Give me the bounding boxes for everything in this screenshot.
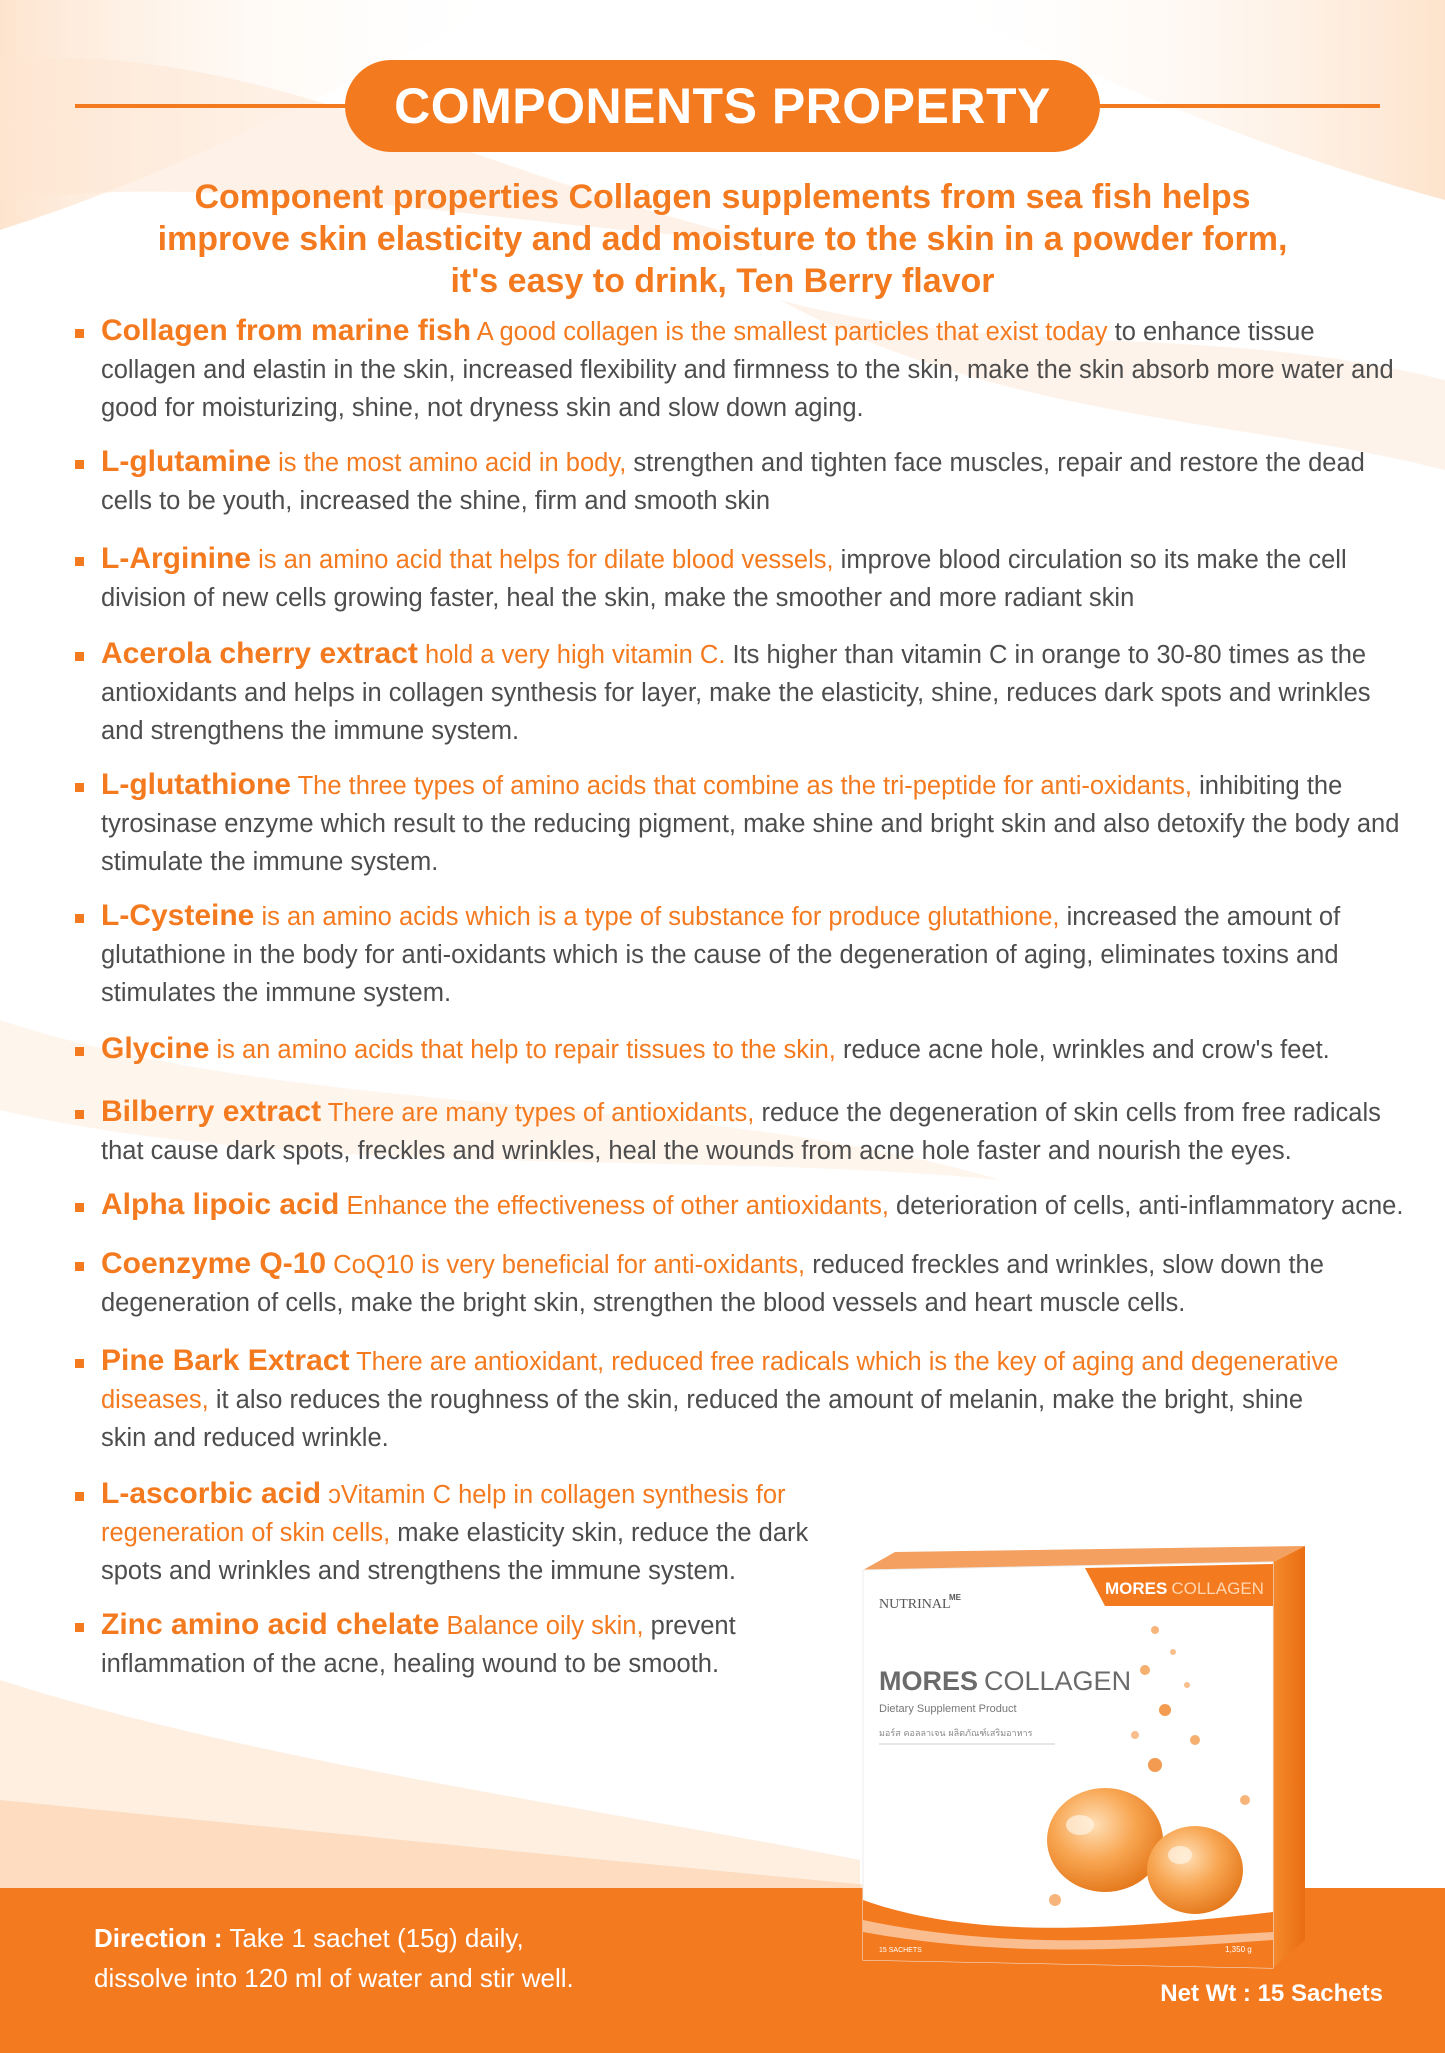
intro-line: improve skin elasticity and add moisture to the skin in a powder form, [157, 220, 1288, 258]
component-name: L-ascorbic acid [101, 1477, 322, 1510]
component-name: Zinc amino acid chelate [101, 1608, 440, 1641]
component-highlight: CoQ10 is very beneficial for anti-oxidants, [326, 1251, 806, 1279]
box-product-name [879, 1666, 1131, 1696]
bullet-icon [75, 329, 84, 338]
header-divider-right [1090, 104, 1380, 108]
box-subtitle: Dietary Supplement Product [879, 1703, 1017, 1715]
direction-label: Direction : [94, 1923, 223, 1953]
component-description: it also reduces the roughness of the skin, reduced the amount of melanin, make the bright, shine skin and reduced wrinkle. [101, 1386, 1304, 1452]
list-item [75, 897, 1415, 1012]
component-description: deterioration of cells, anti-inflammatory acne. [888, 1192, 1404, 1220]
component-name: Alpha lipoic acid [101, 1188, 340, 1221]
net-weight: Net Wt : 15 Sachets [1160, 1980, 1383, 2007]
product-box-image [855, 1540, 1315, 1972]
intro-text [80, 176, 1365, 302]
bullet-icon [75, 783, 84, 792]
box-product-name-suffix: COLLAGEN [984, 1666, 1132, 1696]
component-name: Coenzyme Q-10 [101, 1247, 327, 1280]
component-name: Glycine [101, 1032, 210, 1065]
component-highlight: The three types of amino acids that combine as the tri-peptide for anti-oxidants, [290, 772, 1192, 800]
direction-line: Take 1 sachet (15g) daily, [222, 1923, 524, 1953]
box-badge-suffix: COLLAGEN [1171, 1579, 1264, 1598]
box-badge [1105, 1579, 1264, 1598]
list-item [75, 1186, 1415, 1225]
component-name: L-Cysteine [101, 899, 255, 932]
component-name: Bilberry extract [101, 1095, 322, 1128]
component-description: reduced freckles and wrinkles, slow down the degeneration of cells, make the bright skin, strengthen the blood vessels and heart muscle cells. [101, 1251, 1324, 1317]
list-item [75, 766, 1415, 881]
component-highlight: is an amino acids that help to repair tissues to the skin, [209, 1036, 836, 1064]
bullet-icon [75, 1359, 84, 1368]
list-item [75, 1245, 1415, 1322]
component-highlight: There are antioxidant, reduced free radicals which is the key of aging and degenerative diseases, [101, 1348, 1339, 1414]
list-item [75, 443, 1415, 520]
list-item [75, 1475, 836, 1590]
list-item [75, 1342, 1341, 1457]
component-description: increased the amount of glutathione in the body for anti-oxidants which is the cause of the degeneration of aging, eliminates toxins and stimulates the immune system. [101, 903, 1341, 1007]
bullet-icon [75, 460, 84, 469]
bullet-icon [75, 1492, 84, 1501]
component-name: Pine Bark Extract [101, 1344, 350, 1377]
bullet-icon [75, 1203, 84, 1212]
box-thai-line: มอร์ส คอลลาเจน ผลิตภัณฑ์เสริมอาหาร [879, 1729, 1033, 1739]
list-item [75, 312, 1415, 427]
bullet-icon [75, 1262, 84, 1271]
component-description: prevent inflammation of the acne, healing wound to be smooth. [101, 1612, 736, 1678]
component-description: reduce acne hole, wrinkles and crow's feet. [835, 1036, 1330, 1064]
intro-line: it's easy to drink, Ten Berry flavor [450, 262, 995, 300]
direction-line: dissolve into 120 ml of water and stir well. [94, 1963, 574, 1993]
bullet-icon [75, 1110, 84, 1119]
list-item [75, 635, 1415, 750]
component-highlight: Balance oily skin, [439, 1612, 644, 1640]
component-highlight: is the most amino acid in body, [271, 449, 627, 477]
component-description: reduce the degeneration of skin cells from free radicals that cause dark spots, freckles and wrinkles, heal the wounds from acne hole faster and nourish the eyes. [101, 1099, 1381, 1165]
component-name: L-glutamine [101, 445, 271, 478]
box-weight: 1,350 g [1225, 1945, 1252, 1954]
component-name: Collagen from marine fish [101, 314, 472, 347]
component-description: strengthen and tighten face muscles, repair and restore the dead cells to be youth, increased the shine, firm and smooth skin [101, 449, 1365, 515]
component-highlight: Enhance the effectiveness of other antioxidants, [339, 1192, 889, 1220]
box-brand-mark: ME [949, 1593, 961, 1602]
component-name: L-Arginine [101, 542, 251, 575]
component-description: make elasticity skin, reduce the dark spots and wrinkles and strengthens the immune system. [101, 1519, 809, 1585]
page-title: COMPONENTS PROPERTY [345, 60, 1100, 152]
component-highlight: There are many types of antioxidants, [321, 1099, 755, 1127]
list-item [75, 1606, 836, 1683]
direction-text [94, 1918, 574, 1998]
box-brand: NUTRINAL [879, 1597, 951, 1612]
component-name: L-glutathione [101, 768, 291, 801]
component-highlight: is an amino acid that helps for dilate blood vessels, [251, 546, 834, 574]
component-name: Acerola cherry extract [101, 637, 418, 670]
bullet-icon [75, 557, 84, 566]
list-item [75, 540, 1415, 617]
component-description: improve blood circulation so its make the cell division of new cells growing faster, heal the skin, make the smoother and more radiant skin [101, 546, 1347, 612]
box-badge-brand: MORES [1105, 1579, 1168, 1598]
component-highlight: is an amino acids which is a type of substance for produce glutathione, [254, 903, 1060, 931]
list-item [75, 1030, 1415, 1069]
list-item [75, 1093, 1415, 1170]
bullet-icon [75, 652, 84, 661]
bullet-icon [75, 914, 84, 923]
box-sachets: 15 SACHETS [879, 1947, 922, 1954]
page-header [0, 60, 1445, 152]
component-highlight: ɔVitamin C help in collagen synthesis for regeneration of skin cells, [101, 1481, 786, 1547]
box-product-name-main: MORES [879, 1666, 979, 1696]
component-highlight: A good collagen is the smallest particles that exist today [471, 318, 1108, 346]
intro-line: Component properties Collagen supplements from sea fish helps [194, 178, 1251, 216]
component-description: to enhance tissue collagen and elastin in the skin, increased flexibility and firmness to the skin, make the skin absorb more water and good for moisturizing, shine, not dryness skin and slow down aging. [101, 318, 1394, 422]
component-highlight: hold a very high vitamin C. [417, 641, 726, 669]
components-list [75, 312, 1415, 1683]
component-description: Its higher than vitamin C in orange to 30-80 times as the antioxidants and helps in collagen synthesis for layer, make the elasticity, shine, reduces dark spots and wrinkles and strengthens the immune system. [101, 641, 1371, 745]
bullet-icon [75, 1047, 84, 1056]
header-divider-left [75, 104, 355, 108]
component-description: inhibiting the tyrosinase enzyme which result to the reducing pigment, make shine and bright skin and also detoxify the body and stimulate the immune system. [101, 772, 1400, 876]
bullet-icon [75, 1623, 84, 1632]
